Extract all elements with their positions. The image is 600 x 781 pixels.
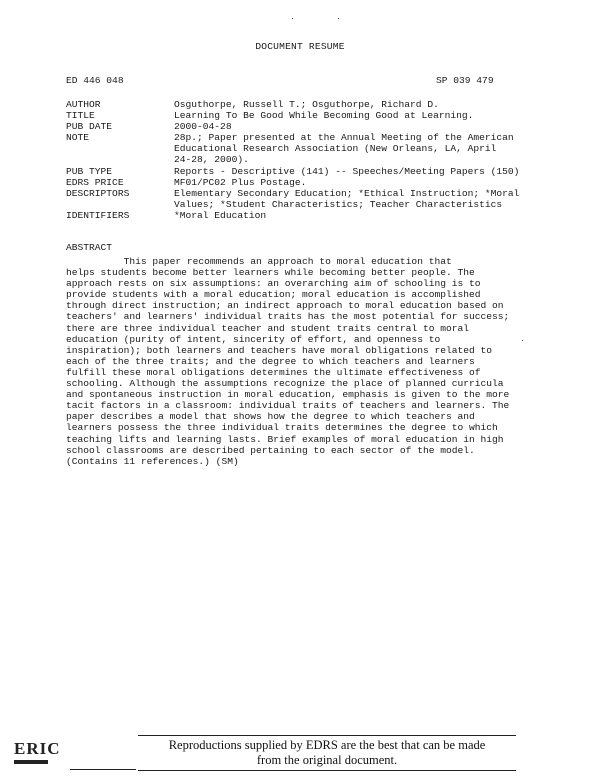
scan-speck	[338, 18, 339, 19]
abstract-label: ABSTRACT	[66, 242, 113, 253]
metadata-value: Learning To Be Good While Becoming Good at Learning.	[174, 110, 474, 122]
metadata-value: Elementary Secondary Education; *Ethical Instruction; *Moral Values; *Student Characteristics; Teacher Characteristics	[174, 187, 520, 210]
footer-rule	[70, 769, 136, 770]
metadata-table	[66, 99, 536, 221]
metadata-row-edrs-price	[66, 177, 536, 188]
eric-logo-text: ERIC	[14, 739, 61, 758]
metadata-value: *Moral Education	[174, 209, 267, 221]
eric-logo	[14, 739, 61, 768]
metadata-value: Reports - Descriptive (141) -- Speeches/Meeting Papers (150)	[174, 165, 520, 177]
reproduction-notice	[138, 738, 516, 768]
metadata-row-title	[66, 110, 536, 121]
reproduction-notice-line-2: from the original document.	[256, 753, 398, 767]
metadata-label: TITLE	[66, 110, 95, 122]
ed-number: ED 446 048	[66, 75, 124, 86]
metadata-label: PUB TYPE	[66, 165, 113, 177]
metadata-row-pub-type	[66, 166, 536, 177]
scan-speck	[292, 18, 293, 19]
sp-number: SP 039 479	[436, 75, 494, 86]
metadata-label: NOTE	[66, 132, 90, 144]
eric-logo-bar	[14, 760, 48, 764]
metadata-row-pub-date	[66, 121, 536, 132]
metadata-value: 2000-04-28	[174, 121, 232, 133]
document-heading: DOCUMENT RESUME	[255, 41, 345, 52]
reproduction-notice-line-1: Reproductions supplied by EDRS are the best that can be made	[168, 738, 486, 752]
abstract-text: This paper recommends an approach to moral education that helps students become better learners while becoming better people. The approach rests on six assumptions: an overarching aim of schooling is to provide students with a moral education; moral education is accomplished through direct instruction; an indirect approach to moral education based on teachers' and learners' individual traits has the most potential for success; there are three individual teacher and student traits central to moral education (purity of intent, sincerity of effort, and openness to inspiration); both learners and teachers have moral obligations related to each of the three traits; and the degree to which teachers and learners fulfill these moral obligations determines the ultimate effectiveness of schooling. Although the assumptions recognize the place of planned curricula and spontaneous instruction in moral education, emphasis is given to the more tacit factors in a classroom: individual traits of teachers and learners. The paper describes a model that shows how the degree to which teachers and learners possess the three individual traits determines the degree to which teaching lifts and learning lasts. Brief examples of moral education in high school classrooms are described pertaining to each sector of the model. (Contains 11 references.) (SM)	[66, 256, 510, 467]
metadata-value: Osguthorpe, Russell T.; Osguthorpe, Richard D.	[174, 99, 439, 110]
metadata-row-descriptors	[66, 188, 536, 210]
metadata-row-author	[66, 99, 536, 110]
metadata-value: 28p.; Paper presented at the Annual Meeting of the American Educational Research Association (New Orleans, LA, April 24-28, 2000).	[174, 132, 514, 166]
metadata-label: DESCRIPTORS	[66, 187, 130, 199]
metadata-value: MF01/PC02 Plus Postage.	[174, 176, 307, 188]
metadata-label: IDENTIFIERS	[66, 209, 130, 221]
scan-speck	[522, 340, 523, 341]
metadata-label: AUTHOR	[66, 99, 101, 110]
metadata-row-identifiers	[66, 210, 536, 221]
metadata-row-note	[66, 132, 536, 165]
metadata-label: EDRS PRICE	[66, 176, 124, 188]
metadata-label: PUB DATE	[66, 121, 113, 133]
